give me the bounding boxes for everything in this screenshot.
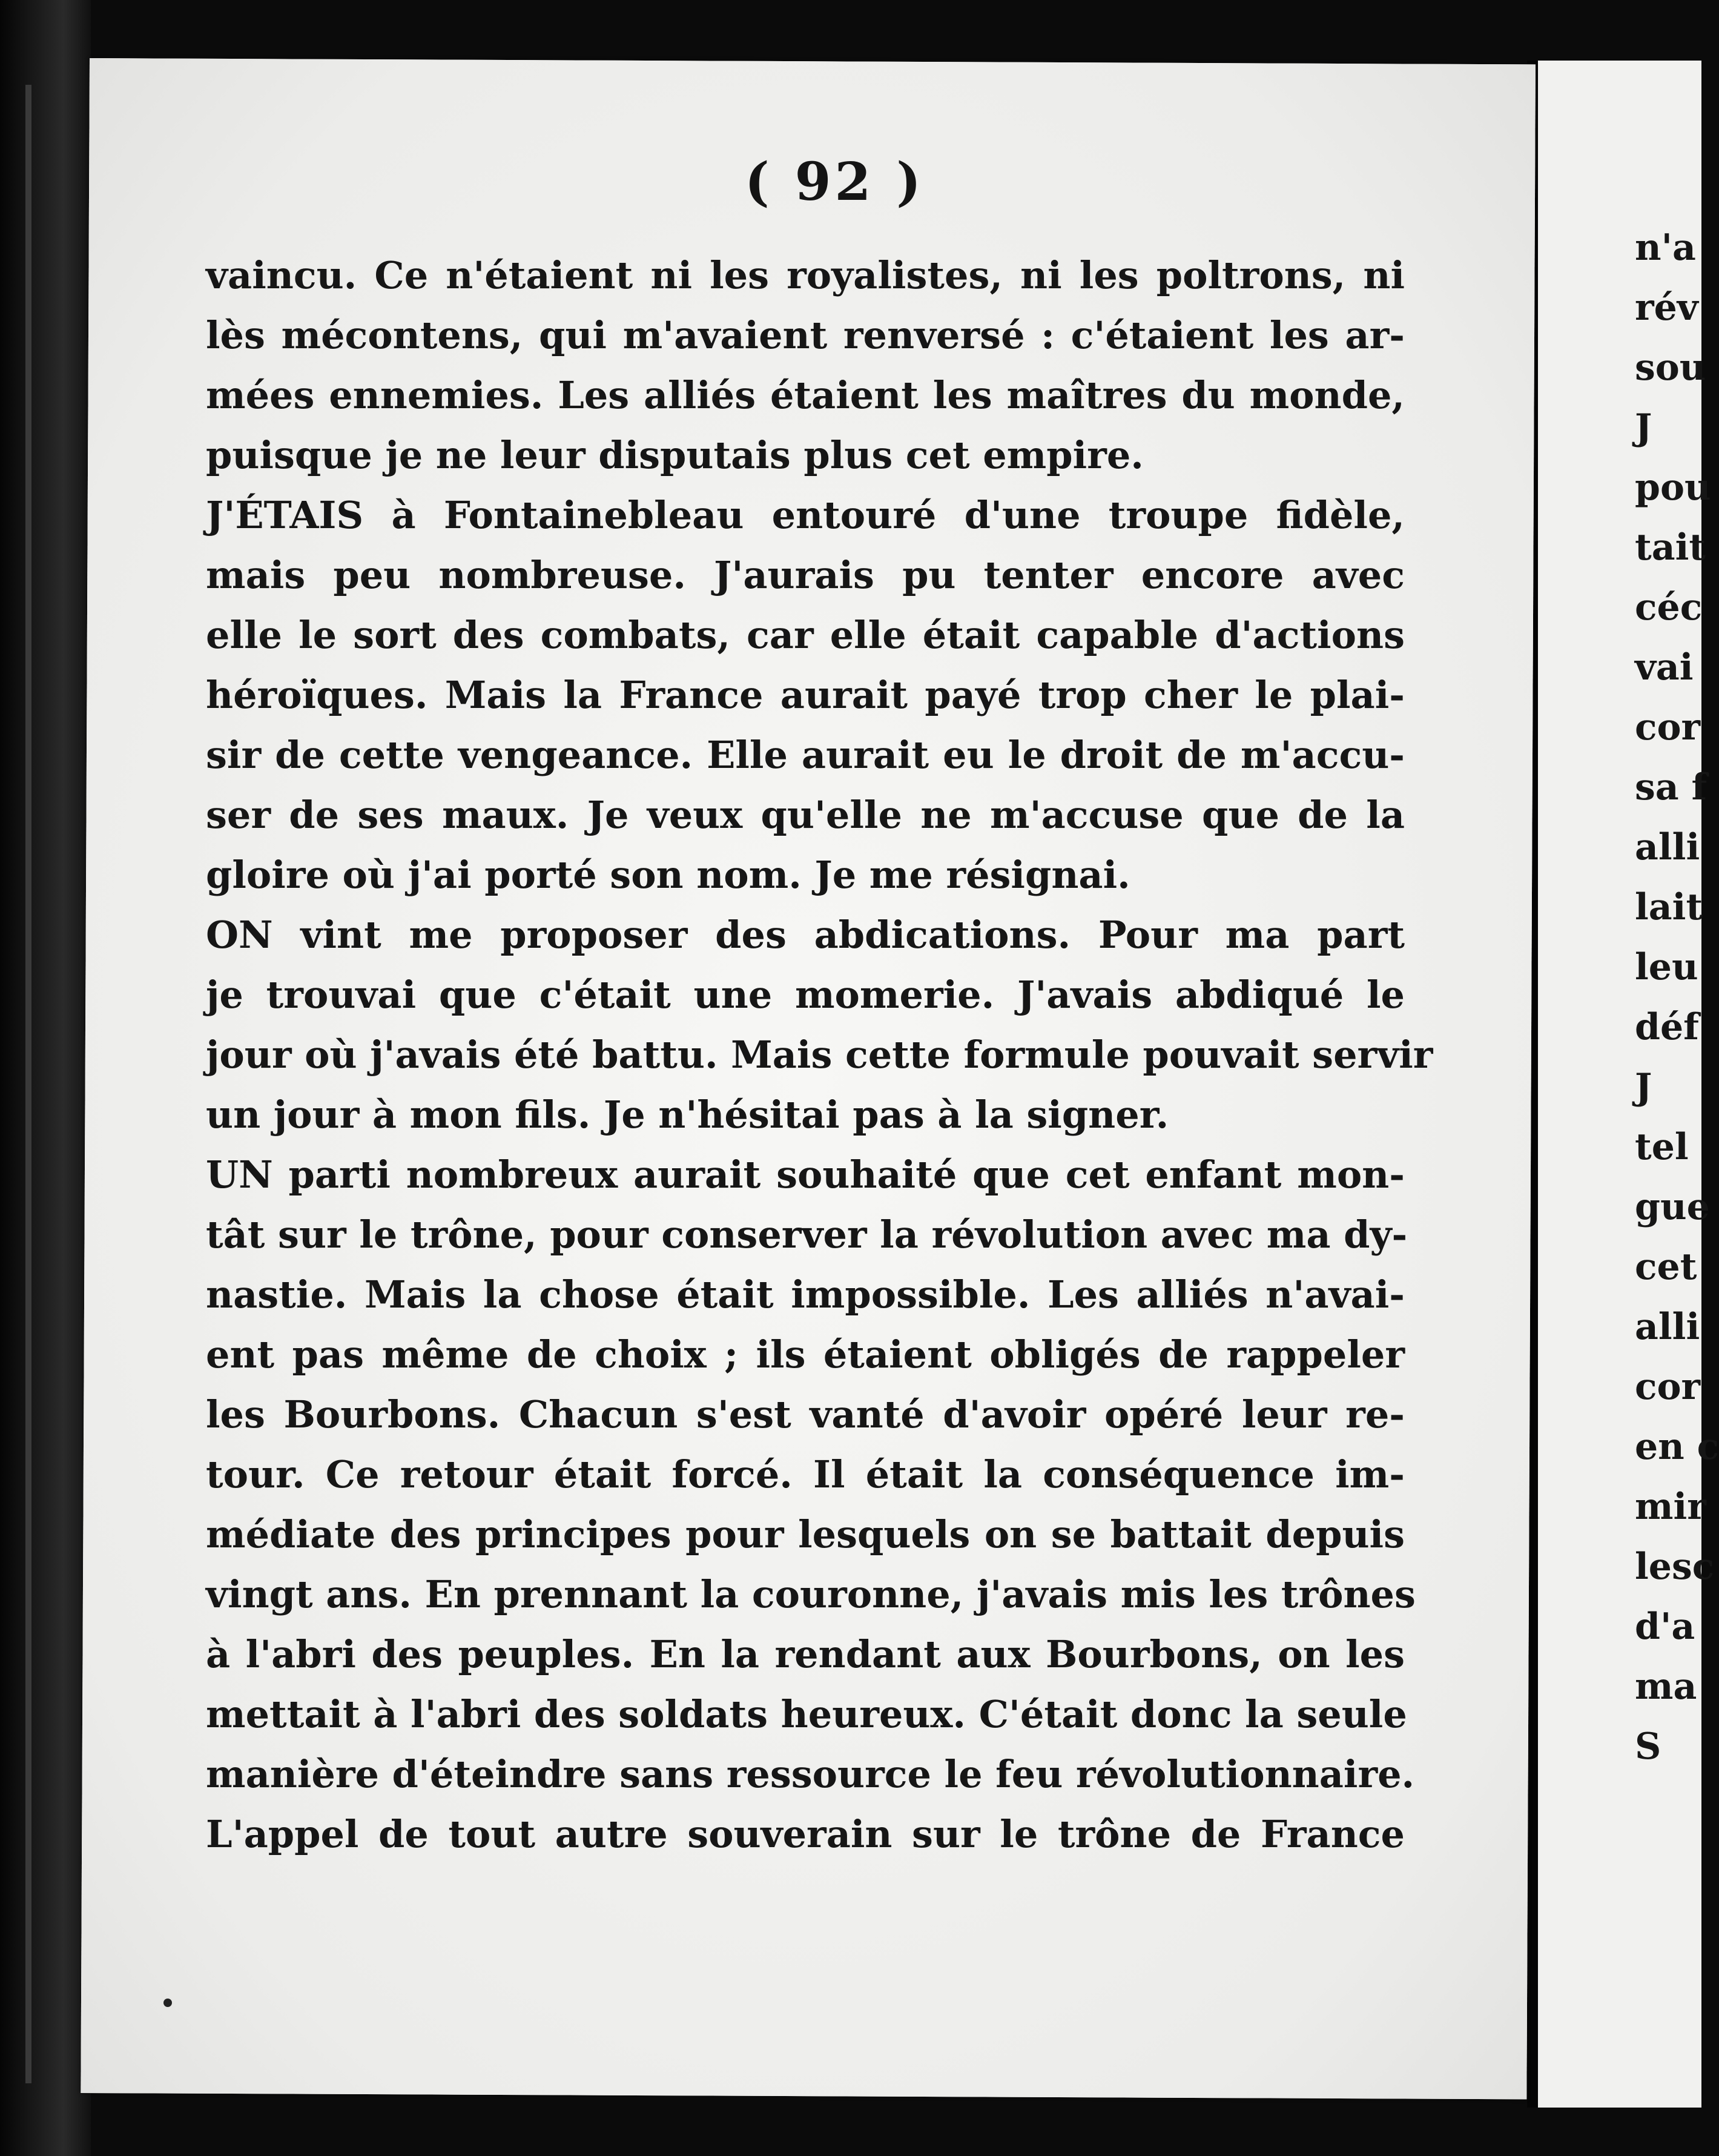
next-page-fragment: S <box>1635 1725 1661 1768</box>
text-line: UN parti nombreux aurait souhaité que cet enfant mon- <box>206 1152 1405 1197</box>
next-page-fragment: ma <box>1635 1665 1697 1708</box>
next-page-fragment: cor <box>1635 1366 1701 1408</box>
text-line: tour. Ce retour était forcé. Il était la conséquence im- <box>206 1452 1405 1496</box>
text-line: lès mécontens, qui m'avaient renversé : c'étaient les ar- <box>206 313 1405 357</box>
text-line: nastie. Mais la chose était impossible. Les alliés n'avai- <box>206 1272 1405 1317</box>
text-line: vingt ans. En prennant la couronne, j'avais mis les trônes <box>206 1572 1416 1616</box>
next-page-fragment: pou <box>1635 466 1711 509</box>
next-page-fragment: déf <box>1635 1006 1699 1048</box>
next-page-fragment: lesc <box>1635 1546 1715 1588</box>
next-page-fragment: d'a <box>1635 1605 1695 1648</box>
text-line: jour où j'avais été battu. Mais cette formule pouvait servir <box>206 1033 1433 1077</box>
next-page-text <box>1635 218 1719 1777</box>
next-page-fragment: rév <box>1635 286 1698 329</box>
page-number: ( 92 ) <box>745 151 925 213</box>
text-line: sir de cette vengeance. Elle aurait eu le droit de m'accu- <box>206 733 1405 777</box>
next-page-fragment: sou <box>1635 346 1706 389</box>
text-line: ON vint me proposer des abdications. Pour ma part <box>206 913 1405 957</box>
text-line: je trouvai que c'était une momerie. J'avais abdiqué le <box>206 973 1405 1017</box>
text-line: manière d'éteindre sans ressource le feu révolutionnaire. <box>206 1752 1415 1796</box>
next-page-fragment: sa f <box>1635 766 1707 808</box>
text-line: ser de ses maux. Je veux qu'elle ne m'accuse que de la <box>206 793 1405 837</box>
text-line: ent pas même de choix ; ils étaient obligés de rappeler <box>206 1332 1405 1377</box>
ink-speck <box>163 1999 172 2007</box>
next-page-fragment: J <box>1635 406 1652 449</box>
text-line: les Bourbons. Chacun s'est vanté d'avoir opéré leur re- <box>206 1392 1405 1437</box>
next-page-fragment: cor <box>1635 706 1701 749</box>
text-line: gloire où j'ai porté son nom. Je me résignai. <box>206 853 1130 897</box>
text-line: mais peu nombreuse. J'aurais pu tenter encore avec <box>206 553 1405 597</box>
next-page-fragment: cet <box>1635 1246 1697 1288</box>
next-page-fragment: tait <box>1635 526 1706 569</box>
next-page-fragment: gue <box>1635 1186 1710 1228</box>
text-line: L'appel de tout autre souverain sur le trône de France <box>206 1812 1405 1856</box>
next-page-fragment: mir <box>1635 1486 1706 1528</box>
text-line: J'ÉTAIS à Fontainebleau entouré d'une troupe fidèle, <box>206 493 1405 537</box>
text-line: vaincu. Ce n'étaient ni les royalistes, ni les poltrons, ni <box>206 253 1405 297</box>
next-page-fragment: leu <box>1635 946 1698 988</box>
text-line: à l'abri des peuples. En la rendant aux Bourbons, on les <box>206 1632 1405 1676</box>
binding-edge <box>25 85 31 2083</box>
next-page-fragment: alli <box>1635 826 1700 868</box>
next-page-fragment: J <box>1635 1066 1652 1108</box>
next-page-fragment: tel <box>1635 1126 1689 1168</box>
next-page-fragment: en c <box>1635 1426 1719 1468</box>
text-line: héroïques. Mais la France aurait payé trop cher le plai- <box>206 673 1405 717</box>
text-line: elle le sort des combats, car elle était capable d'actions <box>206 613 1405 657</box>
text-line: mées ennemies. Les alliés étaient les maîtres du monde, <box>206 373 1405 417</box>
next-page-fragment: alli <box>1635 1306 1700 1348</box>
text-line: mettait à l'abri des soldats heureux. C'était donc la seule <box>206 1692 1407 1736</box>
next-page-fragment: n'a <box>1635 227 1696 269</box>
text-line: médiate des principes pour lesquels on se battait depuis <box>206 1512 1405 1556</box>
page-body-text <box>206 245 1433 1864</box>
next-page-fragment: vai <box>1635 646 1694 689</box>
next-page-fragment: céc <box>1635 586 1703 629</box>
text-line: puisque je ne leur disputais plus cet empire. <box>206 433 1144 477</box>
next-page-fragment: lait <box>1635 886 1703 928</box>
text-line: tât sur le trône, pour conserver la révolution avec ma dy- <box>206 1212 1408 1257</box>
text-line: un jour à mon fils. Je n'hésitai pas à la signer. <box>206 1093 1169 1137</box>
book-binding <box>0 0 91 2156</box>
